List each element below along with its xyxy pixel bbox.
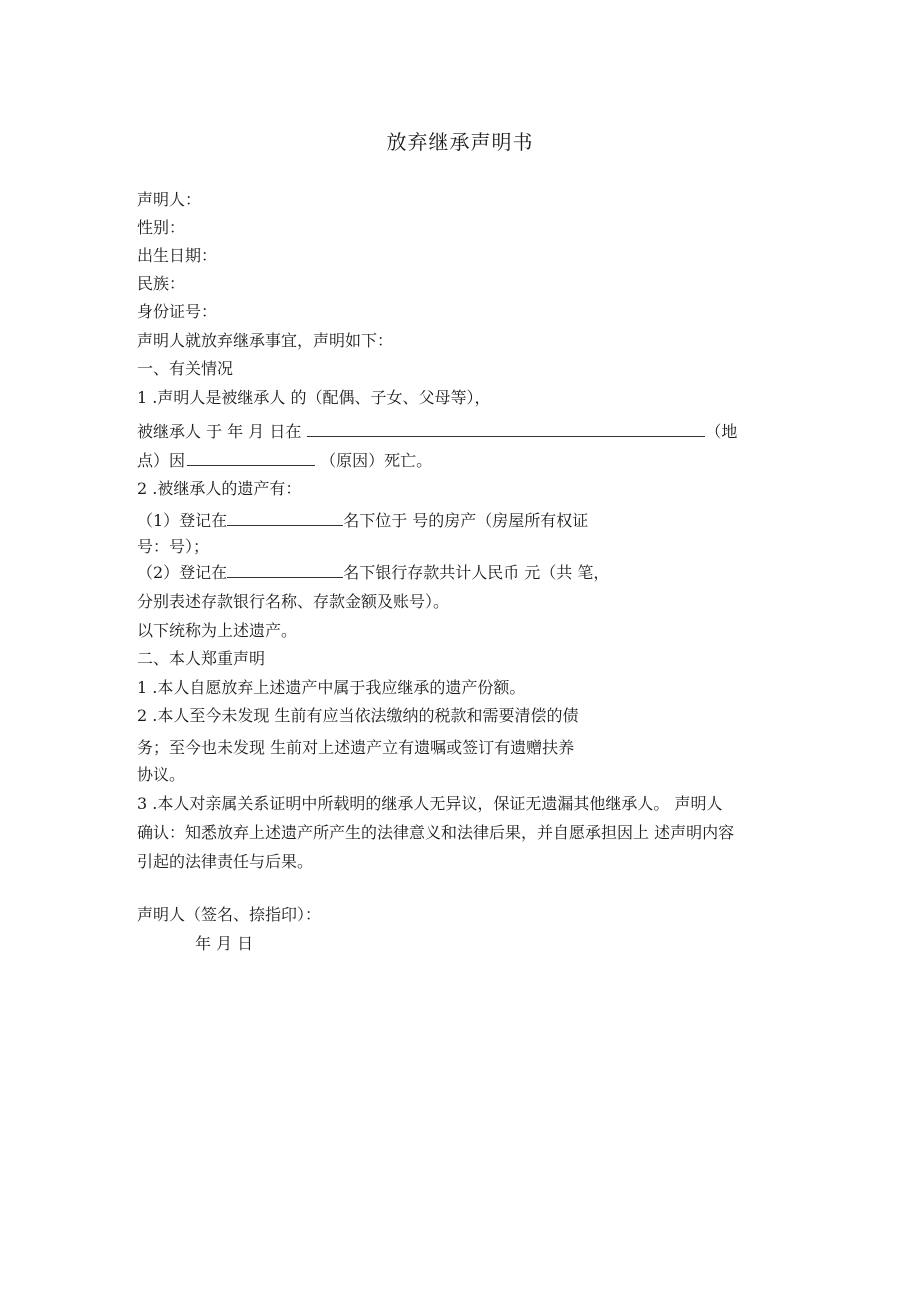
sub-item2-line1 — [137, 562, 609, 583]
sub-item2-line2: 分别表述存款银行名称、存款金额及账号）。 — [137, 592, 450, 611]
sub-item1-suffix: 名下位于 号的房产（房屋所有权证 — [343, 511, 589, 530]
section2-item2-line3: 协议。 — [137, 765, 186, 784]
ethnicity-field: 民族： — [137, 274, 186, 293]
place-cause-text: 点）因 — [137, 451, 186, 470]
document-title: 放弃继承声明书 — [386, 130, 534, 154]
section2-item3-line1: 3 .本人对亲属关系证明中所载明的继承人无异议，保证无遗漏其他继承人。 声明人 — [137, 794, 723, 813]
gender-field: 性别： — [137, 218, 186, 237]
cause-suffix: （原因）死亡。 — [315, 451, 433, 470]
section1-item1-line2 — [137, 421, 765, 442]
intro-text: 声明人就放弃继承事宜，声明如下： — [137, 331, 394, 350]
id-number-field: 身份证号： — [137, 302, 218, 321]
owner-blank-2 — [227, 562, 343, 578]
declarant-field: 声明人： — [137, 190, 202, 209]
place-blank — [307, 421, 705, 437]
section1-item2: 2 .被继承人的遗产有： — [137, 479, 302, 498]
section2-item3-line2: 确认：知悉放弃上述遗产所产生的法律意义和法律后果，并自愿承担因上 述声明内容 — [137, 823, 735, 842]
section2-heading: 二、本人郑重声明 — [137, 649, 266, 668]
section2-item2-line1: 2 .本人至今未发现 生前有应当依法缴纳的税款和需要清偿的债 — [137, 706, 579, 725]
signature-date: 年 月 日 — [195, 934, 254, 953]
decedent-date-text: 被继承人 于 年 月 日在 — [137, 422, 302, 441]
sub-item2-suffix: 名下银行存款共计人民币 元（共 笔， — [343, 563, 610, 582]
cause-blank — [187, 450, 315, 466]
birth-date-field: 出生日期： — [137, 246, 218, 265]
section1-summary: 以下统称为上述遗产。 — [137, 621, 298, 640]
section1-item1-line1: 1 .声明人是被继承人 的（配偶、子女、父母等）， — [137, 388, 491, 407]
sub-item1-line1 — [137, 510, 588, 531]
sub-item1-prefix: （1）登记在 — [137, 511, 228, 530]
section2-item1: 1 .本人自愿放弃上述遗产中属于我应继承的遗产份额。 — [137, 678, 526, 697]
signature-label: 声明人（签名、捺指印）： — [137, 905, 322, 924]
sub-item2-prefix: （2）登记在 — [137, 563, 228, 582]
section1-heading: 一、有关情况 — [137, 359, 234, 378]
place-suffix: （地 — [705, 422, 738, 441]
section1-item1-line3 — [137, 450, 432, 471]
section2-item2-line2: 务；至今也未发现 生前对上述遗产立有遗嘱或签订有遗赠扶养 — [137, 738, 575, 757]
sub-item1-line2: 号：号）； — [137, 537, 210, 556]
section2-item3-line3: 引起的法律责任与后果。 — [137, 852, 314, 871]
owner-blank-1 — [227, 510, 343, 526]
